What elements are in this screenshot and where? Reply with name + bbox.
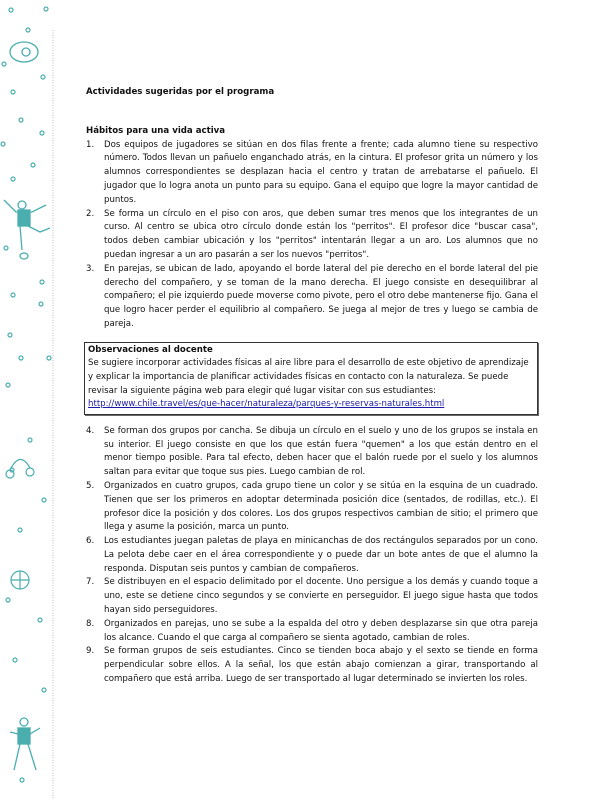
list-item <box>86 480 538 535</box>
cherries-illustration <box>6 459 34 478</box>
item-text: Se forma un círculo en el piso con aros, que deben sumar tres menos que los integrantes de un curso. Al centro se ubica otro círculo donde están los "perritos". El profesor dice "buscar casa", todos deben cambiar ubicación y los "perritos" intentarán llegar a un aro. Los alumnos que no puedan ingresar a un aro pasarán a ser los nuevos "perritos". <box>104 208 538 260</box>
item-number: 7. <box>86 577 95 588</box>
item-text: Los estudiantes juegan paletas de playa en minicanchas de dos rectángulos separados por un cono. La pelota debe caer en el área correspondiente y o puede dar un bote antes de que el alumno la responda. Disputan seis puntos y cambian de compañeros. <box>104 536 538 574</box>
backpack-illustration <box>10 42 38 62</box>
child-running-illustration <box>10 718 40 770</box>
list-item <box>86 208 538 263</box>
teacher-notes-box <box>84 342 538 415</box>
activity-list-part-1 <box>86 139 538 332</box>
child-jumping-illustration <box>4 200 50 259</box>
page-title: Actividades sugeridas por el programa <box>86 87 275 97</box>
document-body <box>86 86 538 687</box>
dot-pattern <box>1 7 51 782</box>
item-number: 4. <box>86 425 95 436</box>
item-number: 6. <box>86 536 95 547</box>
item-text: Organizados en parejas, uno se sube a la espalda del otro y deben desplazarse sin que otra pareja los alcance. Cuando el que carga al compañero se sienta agotado, cambian de roles. <box>104 618 538 643</box>
list-item <box>86 535 538 576</box>
item-text: Se forman dos grupos por cancha. Se dibuja un círculo en el suelo y uno de los grupos se instala en su interior. El juego consiste en que los que están fuera "quemen" a los que están dentro en el menor tiempo posible. Para tal efecto, deben hacer que el balón ruede por el suelo y los alumnos saltan para evitar que toque sus pies. Luego cambian de rol. <box>104 425 538 478</box>
notes-heading: Observaciones al docente <box>88 344 213 355</box>
list-item <box>86 645 538 686</box>
section-heading: Hábitos para una vida activa <box>86 125 226 136</box>
ball-illustration <box>11 571 29 589</box>
item-number: 9. <box>86 646 95 657</box>
item-number: 5. <box>86 480 95 491</box>
decorative-margin <box>0 0 80 800</box>
item-text: Se distribuyen en el espacio delimitado por el docente. Uno persigue a los demás y cuando toque a uno, este se detiene cinco segundos y se convierte en perseguidor. El juego sigue hasta que todos hayan sido perseguidores. <box>104 577 538 616</box>
list-item <box>86 576 538 617</box>
item-text: Dos equipos de jugadores se sitúan en dos filas frente a frente; cada alumno tiene su respectivo número. Todos llevan un pañuelo enganchado atrás, en la cintura. El profesor grita un número y los alumnos correspondientes se desplazan hacia el centro y tratan de arrebatarse el pañuelo. El jugador que lo logra anota un punto para su equipo. Gana el equipo que logre la mayor cantidad de puntos. <box>104 139 538 205</box>
parks-reserves-link[interactable]: http://www.chile.travel/es/que-hacer/naturaleza/parques-y-reservas-naturales.html <box>88 399 445 410</box>
list-item <box>86 618 538 646</box>
item-number: 8. <box>86 618 95 629</box>
activity-list-part-2 <box>86 425 538 687</box>
item-number: 3. <box>86 263 95 274</box>
item-number: 1. <box>86 139 95 150</box>
item-text: Se forman grupos de seis estudiantes. Cinco se tienden boca abajo y el sexto se tiende en forma perpendicular sobre ellos. A la señal, los que están abajo comienzan a girar, transportando al compañero que está arriba. Luego de ser transportado al lugar determinado se invierten los roles. <box>104 646 538 685</box>
item-number: 2. <box>86 208 95 219</box>
item-text: En parejas, se ubican de lado, apoyando el borde lateral del pie derecho en el borde lateral del pie derecho del compañero, y se toman de la mano derecha. El juego consiste en desequilibrar al compañero; el pie izquierdo puede moverse como pivote, pero el otro debe mantenerse fijo. Gana el que logro hacer perder el equilibrio al compañero. Se juega al mejor de tres y luego se cambia de pareja. <box>104 263 538 329</box>
item-text: Organizados en cuatro grupos, cada grupo tiene un color y se sitúa en la esquina de un cuadrado. Tienen que ser los primeros en adoptar determinada posición dice (sentados, de rodillas, etc.). El profesor dice la posición y dos colores. Los dos grupos respectivos cambian de sitio; el primero que llega y asume la posición, marca un punto. <box>104 480 538 533</box>
list-item <box>86 263 538 332</box>
list-item <box>86 425 538 480</box>
notes-text: Se sugiere incorporar actividades físicas al aire libre para el desarrollo de este objetivo de aprendizaje y explicar la importancia de planificar actividades físicas en contacto con la naturaleza. Se puede revisar la siguiente página web para elegir qué lugar visitar con sus estudiantes: <box>88 358 529 396</box>
list-item <box>86 139 538 208</box>
